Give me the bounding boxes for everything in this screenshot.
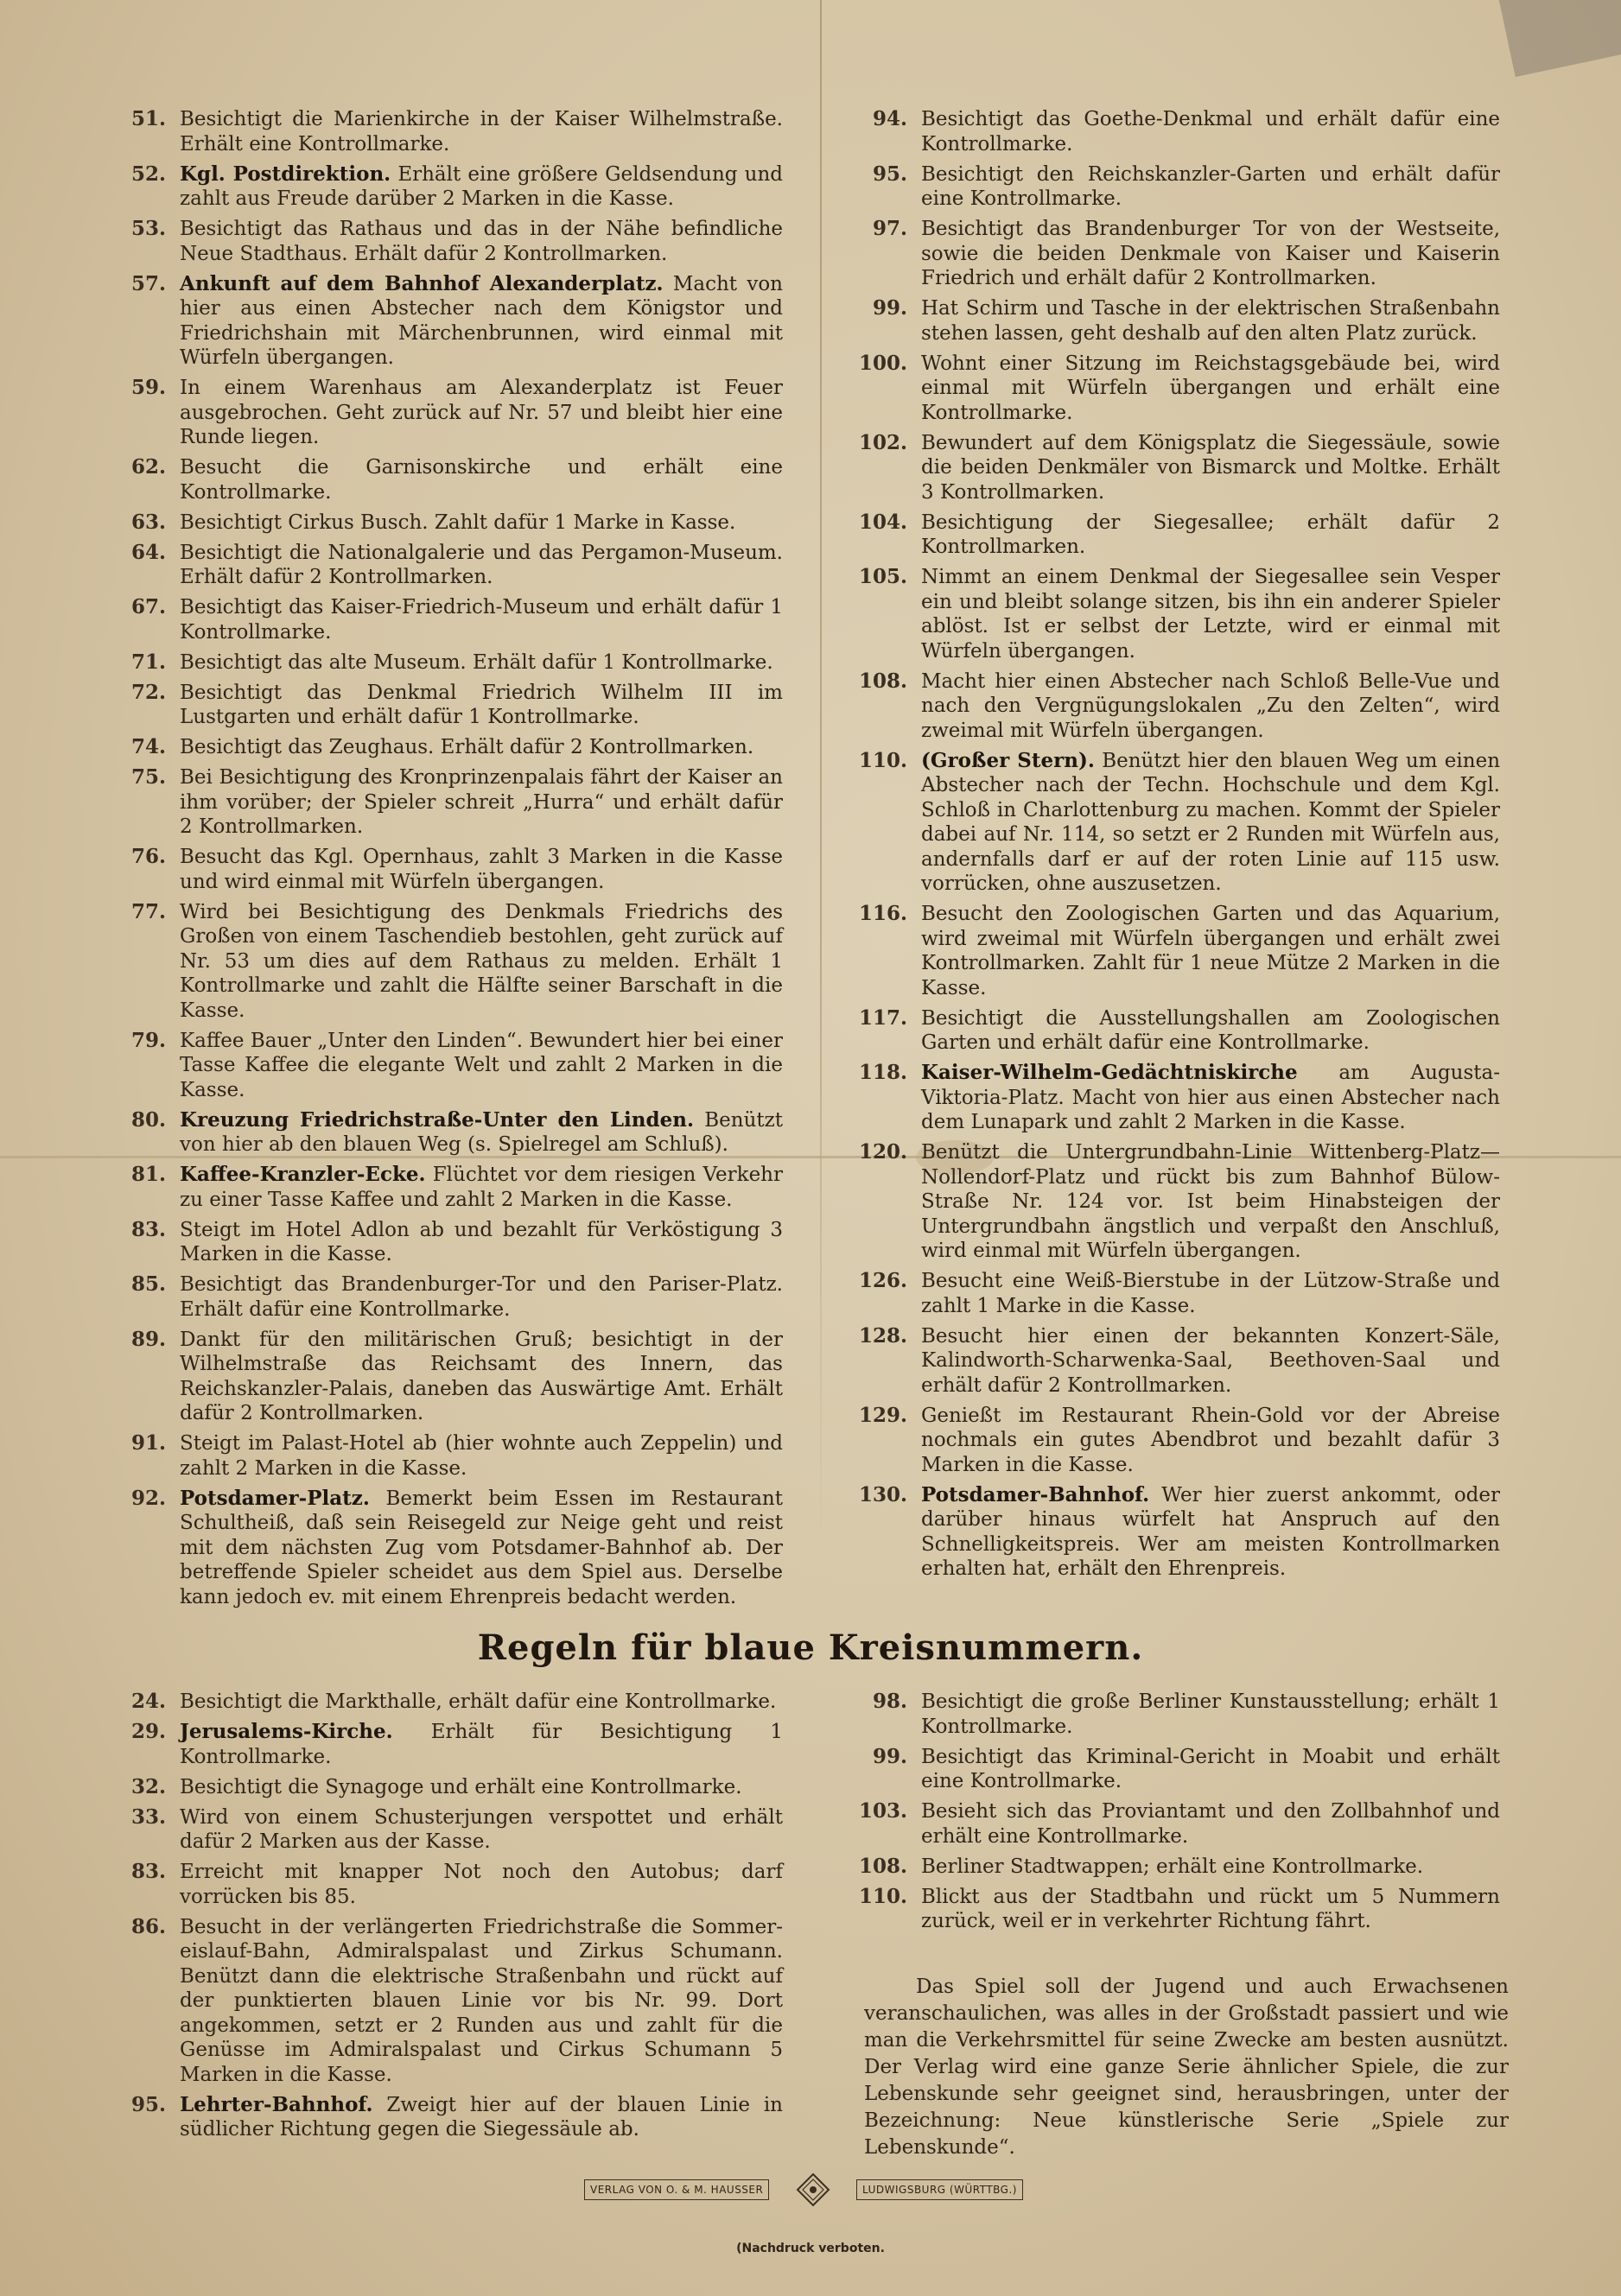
rule-item	[112, 1163, 783, 1212]
rule-number: 83.	[130, 1860, 166, 1883]
rule-description: Besichtigt das Kriminal-Gericht in Moabit und erhält eine Kontrollmarke.	[921, 1745, 1500, 1792]
rule-description: Besucht die Garnisonskirche und erhält eine Kontrollmarke.	[180, 456, 783, 504]
rule-item	[854, 749, 1500, 897]
rule-text	[921, 1885, 1500, 1934]
rule-number: 71.	[130, 650, 166, 674]
rule-item	[854, 217, 1500, 291]
rule-text	[180, 1431, 783, 1481]
rule-text	[921, 1269, 1500, 1318]
rule-item	[854, 669, 1500, 744]
rule-description: Zweigt hier auf der blauen Linie in südlicher Richtung gegen die Siegessäule ab.	[180, 2093, 783, 2141]
rule-text	[180, 845, 783, 894]
rule-text	[180, 1775, 783, 1800]
rule-description: Benützt von hier ab den blauen Weg (s. Spielregel am Schluß).	[180, 1108, 783, 1156]
publisher-logo-icon	[796, 2172, 830, 2207]
rules-column-right	[854, 107, 1500, 1587]
rule-item	[112, 162, 783, 212]
rule-number: 97.	[872, 217, 907, 240]
rule-text	[180, 1690, 783, 1715]
rule-description: Besichtigt das Brandenburger Tor von der Westseite, sowie die beiden Denkmale von Kaiser und Kaiserin Friedrich und erhält dafür 2 Kontrollmarken.	[921, 218, 1500, 289]
rule-number: 130.	[858, 1482, 907, 1506]
rule-text	[180, 1860, 783, 1909]
rule-number: 110.	[858, 1884, 907, 1908]
rule-description: Besucht in der verlängerten Friedrichstraße die Sommer-eislauf-Bahn, Admiralspalast und Zirkus Schumann. Benützt dann die elektrische Straßenbahn und rückt auf der punktierten blauen Linie vor bis Nr. 99. Dort angekommen, setzt er 2 Runden aus und zahlt für die Genüsse im Admiralspalast und Cirkus Schumann 5 Marken in die Kasse.	[180, 1915, 783, 2086]
rule-location: Potsdamer-Platz.	[180, 1486, 370, 1510]
rule-item	[112, 455, 783, 504]
rule-text	[180, 765, 783, 840]
blue-rules-column-right	[854, 1690, 1500, 1939]
rule-item	[112, 2093, 783, 2142]
rule-description: Besichtigt das Zeughaus. Erhält dafür 2 Kontrollmarken.	[180, 736, 754, 758]
rule-number: 102.	[858, 430, 907, 454]
rule-text	[180, 595, 783, 644]
rule-item	[854, 296, 1500, 346]
rule-item	[112, 1487, 783, 1610]
rule-description: Besichtigt die Marienkirche in der Kaiser Wilhelmstraße. Erhält eine Kontrollmarke.	[180, 108, 783, 155]
rule-item	[854, 1483, 1500, 1582]
rule-text	[180, 541, 783, 590]
rule-number: 76.	[130, 845, 166, 868]
rule-number: 100.	[858, 351, 907, 375]
rule-number: 59.	[130, 376, 166, 399]
rule-text	[921, 669, 1500, 744]
rule-description: Erhält eine größere Geldsendung und zahlt aus Freude darüber 2 Marken in die Kasse.	[180, 162, 784, 210]
rule-location: Kreuzung Friedrichstraße-Unter den Linden.	[180, 1107, 694, 1132]
rule-number: 32.	[130, 1774, 166, 1798]
rule-number: 128.	[858, 1323, 907, 1348]
rule-text	[921, 1483, 1500, 1582]
rule-number: 104.	[858, 510, 907, 534]
rule-text	[180, 1163, 783, 1212]
rule-number: 92.	[130, 1486, 166, 1510]
publisher-name: VERLAG VON O. & M. HAUSSER	[584, 2179, 769, 2200]
rule-text	[921, 1006, 1500, 1056]
rule-description: Besieht sich das Proviantamt und den Zollbahnhof und erhält eine Kontrollmarke.	[921, 1800, 1500, 1848]
rule-number: 120.	[858, 1140, 907, 1164]
rule-item	[854, 1006, 1500, 1056]
rule-location: Ankunft auf dem Bahnhof Alexanderplatz.	[180, 271, 664, 295]
rule-number: 64.	[130, 540, 166, 564]
rule-item	[112, 541, 783, 590]
rule-text	[180, 217, 783, 266]
rule-text	[180, 735, 783, 760]
rule-text	[921, 749, 1500, 897]
rule-description: Bei Besichtigung des Kronprinzenpalais fährt der Kaiser an ihm vorüber; der Spieler schreit „Hurra“ und erhält dafür 2 Kontrollmarken.	[180, 766, 783, 838]
rule-number: 74.	[130, 735, 166, 758]
rule-item	[112, 1915, 783, 2088]
rule-item	[112, 765, 783, 840]
rule-location: Kgl. Postdirektion.	[180, 162, 391, 186]
rule-number: 116.	[858, 902, 907, 925]
rule-description: Besucht das Kgl. Opernhaus, zahlt 3 Marken in die Kasse und wird einmal mit Würfeln übergangen.	[180, 846, 783, 893]
rule-number: 110.	[858, 748, 907, 772]
rule-text	[180, 376, 783, 450]
rule-text	[180, 2093, 783, 2142]
closing-paragraph: Das Spiel soll der Jugend und auch Erwachsenen veranschaulichen, was alles in der Großstadt passiert und wie man die Verkehrsmittel für seine Zwecke am besten ausnützt. Der Verlag wird eine ganze Serie ähnlicher Spiele, die zur Lebenskunde sehr geeignet sind, herausbringen, unter der Bezeichnung: Neue künstlerische Serie „Spiele zur Lebenskunde“.	[864, 1976, 1509, 2159]
rule-description: Genießt im Restaurant Rhein-Gold vor der Abreise nochmals ein gutes Abendbrot und bezahlt dafür 3 Marken in die Kasse.	[921, 1404, 1500, 1476]
rule-number: 95.	[872, 162, 907, 186]
rule-number: 72.	[130, 680, 166, 704]
rule-item	[112, 900, 783, 1024]
rule-text	[921, 162, 1500, 212]
rule-location: Kaiser-Wilhelm-Gedächtniskirche	[921, 1061, 1298, 1084]
rule-description: Besichtigt das Brandenburger-Tor und den Pariser-Platz. Erhält dafür eine Kontrollmarke.	[180, 1273, 783, 1321]
rule-description: Besucht hier einen der bekannten Konzert-Säle, Kalindworth-Scharwenka-Saal, Beethoven-Saal und erhält dafür 2 Kontrollmarken.	[921, 1324, 1500, 1397]
rule-text	[180, 1915, 783, 2088]
rule-text	[921, 1140, 1500, 1264]
rule-item	[112, 376, 783, 450]
rule-text	[180, 900, 783, 1024]
rule-item	[112, 272, 783, 371]
rule-item	[854, 162, 1500, 212]
rule-text	[921, 1690, 1500, 1739]
rule-text	[180, 1487, 783, 1610]
rule-text	[921, 296, 1500, 346]
rule-text	[921, 1745, 1500, 1794]
rule-text	[180, 107, 783, 156]
rule-item	[854, 1799, 1500, 1849]
rule-number: 53.	[130, 217, 166, 240]
rule-number: 75.	[130, 765, 166, 789]
rule-item	[854, 1140, 1500, 1264]
rule-description: Flüchtet vor dem riesigen Verkehr zu einer Tasse Kaffee und zahlt 2 Marken in die Kasse.	[180, 1164, 783, 1211]
rule-text	[921, 902, 1500, 1000]
rule-description: Besichtigung der Siegesallee; erhält dafür 2 Kontrollmarken.	[921, 511, 1500, 558]
rule-description: Kaffee Bauer „Unter den Linden“. Bewundert hier bei einer Tasse Kaffee die elegante Welt und zahlt 2 Marken in die Kasse.	[180, 1029, 783, 1101]
rule-item	[112, 217, 783, 266]
rule-item	[112, 1690, 783, 1715]
rule-number: 118.	[858, 1061, 907, 1084]
rule-description: Wird bei Besichtigung des Denkmals Friedrichs des Großen von einem Taschendieb bestohlen, geht zurück auf Nr. 53 um dies auf dem Rathaus zu melden. Erhält 1 Kontrollmarke und zahlt die Hälfte seiner Barschaft in die Kasse.	[180, 900, 783, 1022]
rule-description: Bewundert auf dem Königsplatz die Siegessäule, sowie die beiden Denkmäler von Bismarck und Moltke. Erhält 3 Kontrollmarken.	[921, 431, 1500, 504]
rule-number: 29.	[130, 1720, 166, 1743]
rule-description: Dankt für den militärischen Gruß; besichtigt in der Wilhelmstraße das Reichsamt des Innern, das Reichskanzler-Palais, daneben das Auswärtige Amt. Erhält dafür 2 Kontrollmarken.	[180, 1328, 783, 1424]
rule-text	[180, 162, 783, 212]
reprint-note: (Nachdruck verboten.	[736, 2242, 885, 2255]
rule-item	[112, 1720, 783, 1769]
rule-text	[180, 1805, 783, 1855]
rule-description: In einem Warenhaus am Alexanderplatz ist Feuer ausgebrochen. Geht zurück auf Nr. 57 und bleibt hier eine Runde liegen.	[180, 377, 783, 448]
rule-number: 108.	[858, 669, 907, 693]
rule-description: Erreicht mit knapper Not noch den Autobus; darf vorrücken bis 85.	[180, 1861, 783, 1908]
rule-description: Besichtigt das Rathaus und das in der Nähe befindliche Neue Stadthaus. Erhält dafür 2 Kontrollmarken.	[180, 218, 783, 265]
rule-description: Besichtigt die Nationalgalerie und das Pergamon-Museum. Erhält dafür 2 Kontrollmarken.	[180, 541, 783, 588]
rule-item	[854, 1061, 1500, 1135]
publisher-location: LUDWIGSBURG (WÜRTTBG.)	[856, 2179, 1023, 2200]
section-title: Regeln für blaue Kreisnummern.	[477, 1627, 1144, 1668]
rule-text	[180, 511, 783, 536]
rule-item	[854, 1885, 1500, 1934]
rule-description: Besichtigt die Synagoge und erhält eine Kontrollmarke.	[180, 1775, 742, 1798]
rule-description: Wer hier zuerst ankommt, oder darüber hinaus würfelt hat Anspruch auf den Schnelligkeitspreis. Wer am meisten Kontrollmarken erhalten hat, erhält den Ehrenpreis.	[921, 1483, 1500, 1580]
rule-description: Hat Schirm und Tasche in der elektrischen Straßenbahn stehen lassen, geht deshalb auf den alten Platz zurück.	[921, 297, 1500, 345]
rule-item	[854, 431, 1500, 505]
rule-number: 81.	[130, 1163, 166, 1186]
rule-text	[180, 1218, 783, 1267]
rule-text	[921, 1404, 1500, 1478]
rule-number: 105.	[858, 565, 907, 588]
rule-location: Jerusalems-Kirche.	[180, 1720, 393, 1743]
rule-description: Nimmt an einem Denkmal der Siegesallee sein Vesper ein und bleibt solange sitzen, bis ihn ein anderer Spieler ablöst. Ist er selbst der Letzte, wird er einmal mit Würfeln übergangen.	[921, 566, 1500, 663]
rule-text	[921, 431, 1500, 505]
rule-description: Erhält für Besichtigung 1 Kontrollmarke.	[180, 1721, 783, 1768]
rule-description: Besichtigt die Ausstellungshallen am Zoologischen Garten und erhält dafür eine Kontrollmarke.	[921, 1006, 1500, 1054]
rule-description: Besucht den Zoologischen Garten und das Aquarium, wird zweimal mit Würfeln übergangen und erhält zwei Kontrollmarken. Zahlt für 1 neue Mütze 2 Marken in die Kasse.	[921, 903, 1500, 999]
rule-item	[854, 1269, 1500, 1318]
rule-number: 86.	[130, 1914, 166, 1938]
rule-number: 95.	[130, 2092, 166, 2116]
rule-item	[112, 735, 783, 760]
rule-description: Besichtigt das Kaiser-Friedrich-Museum und erhält dafür 1 Kontrollmarke.	[180, 596, 783, 644]
rule-description: Besichtigt Cirkus Busch. Zahlt dafür 1 Marke in Kasse.	[180, 511, 736, 534]
rule-number: 80.	[130, 1107, 166, 1132]
rule-text	[180, 1108, 783, 1158]
rule-item	[112, 107, 783, 156]
rule-number: 62.	[130, 455, 166, 479]
rule-description: Berliner Stadtwappen; erhält eine Kontrollmarke.	[921, 1855, 1424, 1878]
rule-number: 91.	[130, 1431, 166, 1455]
rule-text	[921, 1799, 1500, 1849]
rule-text	[921, 565, 1500, 663]
rule-description: Steigt im Hotel Adlon ab und bezahlt für Verköstigung 3 Marken in die Kasse.	[180, 1218, 783, 1265]
rule-item	[854, 1855, 1500, 1880]
rule-item	[854, 352, 1500, 426]
rule-item	[854, 1324, 1500, 1399]
rule-item	[112, 845, 783, 894]
rule-number: 85.	[130, 1272, 166, 1296]
blue-rules-column-left	[112, 1690, 783, 2147]
rule-item	[112, 1860, 783, 1909]
rule-item	[112, 595, 783, 644]
rule-item	[112, 1108, 783, 1158]
rule-description: Besichtigt den Reichskanzler-Garten und erhält dafür eine Kontrollmarke.	[921, 162, 1500, 210]
rule-description: Benützt hier den blauen Weg um einen Abstecher nach der Techn. Hochschule und dem Kgl. Schloß in Charlottenburg zu machen. Kommt der Spieler dabei auf Nr. 114, so setzt er 2 Runden mit Würfeln aus, andernfalls darf er auf der roten Linie auf 115 usw. vorrücken, ohne auszusetzen.	[921, 749, 1501, 895]
rule-location: Lehrter-Bahnhof.	[180, 2092, 373, 2116]
rule-item	[112, 1328, 783, 1426]
rule-text	[921, 352, 1500, 426]
rule-description: Besichtigt die große Berliner Kunstausstellung; erhält 1 Kontrollmarke.	[921, 1690, 1500, 1738]
fold-line-vertical	[820, 0, 822, 1555]
rule-description: Macht hier einen Abstecher nach Schloß Belle-Vue und nach den Vergnügungslokalen „Zu den Zelten“, wird zweimal mit Würfeln übergangen.	[921, 669, 1500, 742]
rule-number: 83.	[130, 1217, 166, 1241]
rule-number: 117.	[858, 1005, 907, 1030]
rule-item	[854, 107, 1500, 156]
rule-description: Besichtigt das Denkmal Friedrich Wilhelm III im Lustgarten und erhält dafür 1 Kontrollmarke.	[180, 681, 783, 728]
rule-text	[180, 1029, 783, 1103]
rule-item	[854, 1404, 1500, 1478]
rules-column-left	[112, 107, 783, 1615]
torn-corner	[1489, 0, 1621, 77]
rule-description: Blickt aus der Stadtbahn und rückt um 5 Nummern zurück, weil er in verkehrter Richtung fährt.	[921, 1885, 1500, 1932]
rule-location: Kaffee-Kranzler-Ecke.	[180, 1163, 426, 1186]
rule-number: 51.	[130, 107, 166, 130]
rule-number: 52.	[130, 162, 166, 186]
rule-description: Bemerkt beim Essen im Restaurant Schultheiß, daß sein Reisegeld zur Neige geht und reist mit dem nächsten Zug vom Potsdamer-Bahnhof ab. Der betreffende Spieler scheidet aus dem Spiel aus. Derselbe kann jedoch ev. mit einem Ehrenpreis bedacht werden.	[180, 1487, 783, 1608]
rule-description: Wohnt einer Sitzung im Reichstagsgebäude bei, wird einmal mit Würfeln übergangen und erhält eine Kontrollmarke.	[921, 352, 1500, 424]
rule-text	[180, 272, 783, 371]
rule-number: 79.	[130, 1028, 166, 1052]
rule-text	[921, 511, 1500, 560]
rule-item	[112, 1272, 783, 1322]
rule-description: Steigt im Palast-Hotel ab (hier wohnte auch Zeppelin) und zahlt 2 Marken in die Kasse.	[180, 1432, 783, 1480]
rule-item	[112, 1029, 783, 1103]
rule-description: Besichtigt die Markthalle, erhält dafür eine Kontrollmarke.	[180, 1690, 777, 1713]
rule-description: am Augusta-Viktoria-Platz. Macht von hier aus einen Abstecher nach dem Lunapark und zahlt 2 Marken in die Kasse.	[921, 1062, 1500, 1133]
rule-item	[112, 1431, 783, 1481]
rule-item	[112, 650, 783, 675]
rule-item	[854, 565, 1500, 663]
rule-number: 33.	[130, 1804, 166, 1829]
rule-item	[112, 511, 783, 536]
rule-number: 89.	[130, 1327, 166, 1351]
rule-item	[112, 681, 783, 730]
rule-description: Besichtigt das alte Museum. Erhält dafür 1 Kontrollmarke.	[180, 650, 773, 674]
rule-item	[112, 1218, 783, 1267]
rule-text	[180, 1720, 783, 1769]
rule-text	[180, 681, 783, 730]
rule-item	[112, 1805, 783, 1855]
rule-number: 67.	[130, 595, 166, 618]
rule-number: 108.	[858, 1854, 907, 1878]
rule-text	[921, 1061, 1500, 1135]
rule-number: 98.	[872, 1690, 907, 1713]
rule-number: 94.	[872, 107, 907, 130]
rule-text	[921, 1324, 1500, 1399]
rule-text	[921, 1855, 1500, 1880]
rule-number: 99.	[872, 296, 907, 320]
rule-text	[921, 217, 1500, 291]
rule-item	[854, 902, 1500, 1000]
rule-text	[921, 107, 1500, 156]
rule-number: 57.	[130, 271, 166, 295]
rule-number: 103.	[858, 1799, 907, 1823]
rule-text	[180, 1272, 783, 1322]
rule-item	[854, 1745, 1500, 1794]
rule-number: 129.	[858, 1403, 907, 1427]
rule-number: 126.	[858, 1269, 907, 1292]
rule-description: Benützt die Untergrundbahn-Linie Wittenberg-Platz—Nollendorf-Platz und rückt bis zum Bahnhof Bülow-Straße Nr. 124 vor. Ist beim Hinabsteigen der Untergrundbahn ängstlich und verpaßt den Anschluß, wird einmal mit Würfeln übergangen.	[921, 1141, 1500, 1262]
rule-description: Macht von hier aus einen Abstecher nach dem Königstor und Friedrichshain mit Märchenbrunnen, wird einmal mit Würfeln übergangen.	[180, 272, 783, 369]
rule-location: Potsdamer-Bahnhof.	[921, 1482, 1150, 1506]
rule-description: Besucht eine Weiß-Bierstube in der Lützow-Straße und zahlt 1 Marke in die Kasse.	[921, 1270, 1500, 1317]
publisher-imprint	[584, 2172, 1023, 2207]
rule-item	[854, 511, 1500, 560]
rule-number: 63.	[130, 510, 166, 534]
rule-text	[180, 455, 783, 504]
rule-number: 24.	[130, 1690, 166, 1713]
rule-description: Besichtigt das Goethe-Denkmal und erhält dafür eine Kontrollmarke.	[921, 108, 1500, 155]
rule-description: Wird von einem Schusterjungen verspottet und erhält dafür 2 Marken aus der Kasse.	[180, 1805, 783, 1853]
rule-location: (Großer Stern).	[921, 748, 1095, 772]
rule-text	[180, 1328, 783, 1426]
rule-text	[180, 650, 783, 675]
rule-item	[112, 1775, 783, 1800]
rule-number: 77.	[130, 899, 166, 923]
rule-number: 99.	[872, 1744, 907, 1768]
rule-item	[854, 1690, 1500, 1739]
